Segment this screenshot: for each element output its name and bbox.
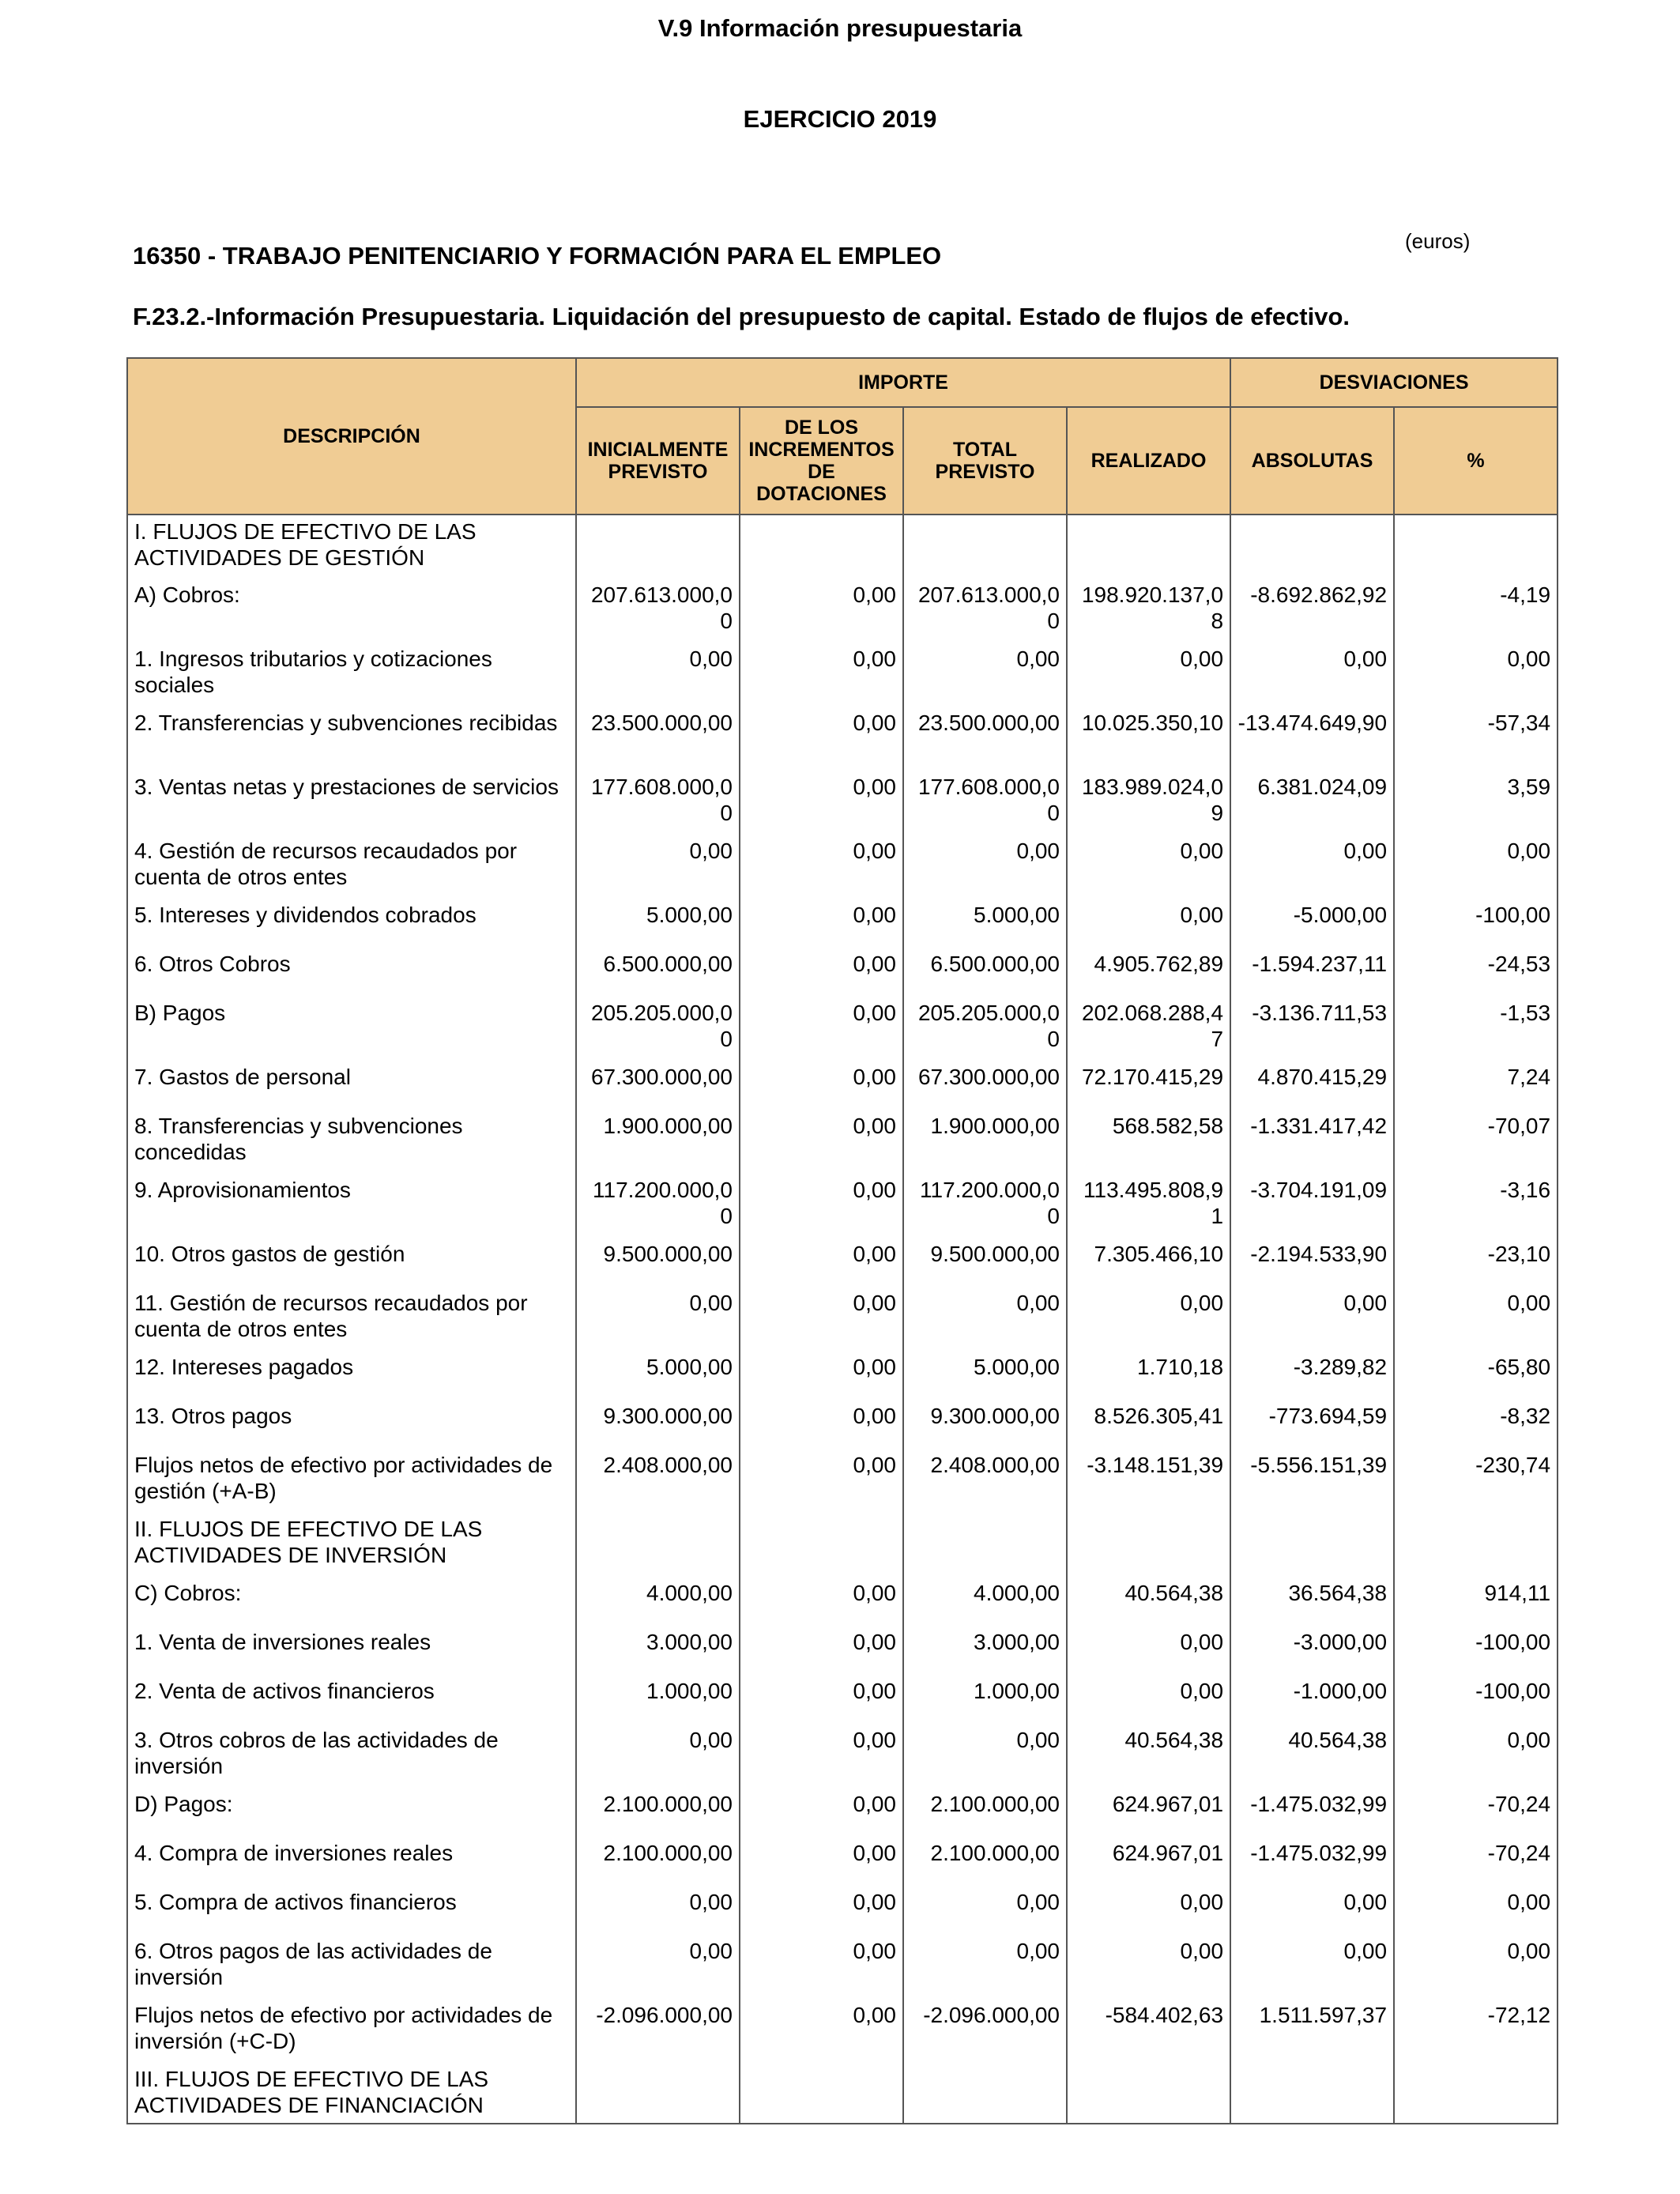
cell-rea: 10.025.350,10: [1067, 707, 1230, 771]
cell-ini: 0,00: [576, 1287, 740, 1351]
cell-ini: 1.900.000,00: [576, 1110, 740, 1174]
row-description: 13. Otros pagos: [127, 1400, 576, 1449]
cell-abs: -1.475.032,99: [1230, 1837, 1394, 1886]
cell-rea: 0,00: [1067, 1935, 1230, 1999]
row-description: Flujos netos de efectivo por actividades de gestión (+A-B): [127, 1449, 576, 1513]
cell-pct: -8,32: [1394, 1400, 1558, 1449]
row-description: 7. Gastos de personal: [127, 1061, 576, 1110]
row-description: 6. Otros Cobros: [127, 948, 576, 997]
cell-inc: 0,00: [740, 1174, 903, 1238]
cell-ini: 23.500.000,00: [576, 707, 740, 771]
table-row: [127, 1449, 1558, 1513]
row-description: II. FLUJOS DE EFECTIVO DE LAS ACTIVIDADES DE INVERSIÓN: [127, 1513, 576, 1577]
cell-rea: 4.905.762,89: [1067, 948, 1230, 997]
cell-pct: -65,80: [1394, 1351, 1558, 1400]
table-row: [127, 1837, 1558, 1886]
row-description: 6. Otros pagos de las actividades de inversión: [127, 1935, 576, 1999]
table-row: [127, 1061, 1558, 1110]
cell-pct: 0,00: [1394, 1886, 1558, 1935]
cell-abs: -5.000,00: [1230, 899, 1394, 948]
cell-pct: [1394, 515, 1558, 579]
col-header-inicialmente-previsto: INICIALMENTE PREVISTO: [576, 407, 740, 515]
row-description: 4. Compra de inversiones reales: [127, 1837, 576, 1886]
row-description: 4. Gestión de recursos recaudados por cuenta de otros entes: [127, 835, 576, 899]
cash-flow-table: [126, 357, 1558, 2124]
cell-abs: -1.475.032,99: [1230, 1788, 1394, 1837]
row-description: 3. Otros cobros de las actividades de inversión: [127, 1724, 576, 1788]
cell-tot: 205.205.000,00: [903, 997, 1067, 1061]
cell-inc: 0,00: [740, 643, 903, 707]
cell-ini: 0,00: [576, 1724, 740, 1788]
cell-pct: -70,07: [1394, 1110, 1558, 1174]
cell-tot: 0,00: [903, 1724, 1067, 1788]
cell-pct: -23,10: [1394, 1238, 1558, 1287]
cell-abs: -3.136.711,53: [1230, 997, 1394, 1061]
cell-pct: 0,00: [1394, 1724, 1558, 1788]
table-row: [127, 1999, 1558, 2063]
table-row: [127, 1400, 1558, 1449]
table-row: [127, 579, 1558, 643]
cell-inc: 0,00: [740, 948, 903, 997]
row-description: 11. Gestión de recursos recaudados por cuenta de otros entes: [127, 1287, 576, 1351]
cell-rea: 0,00: [1067, 1626, 1230, 1675]
cell-rea: 72.170.415,29: [1067, 1061, 1230, 1110]
table-row: [127, 1626, 1558, 1675]
cell-rea: 40.564,38: [1067, 1577, 1230, 1626]
table-row: [127, 1174, 1558, 1238]
cell-rea: 568.582,58: [1067, 1110, 1230, 1174]
cell-tot: 5.000,00: [903, 899, 1067, 948]
cell-inc: 0,00: [740, 1837, 903, 1886]
cell-ini: 2.408.000,00: [576, 1449, 740, 1513]
cell-rea: 8.526.305,41: [1067, 1400, 1230, 1449]
section-title: V.9 Información presupuestaria: [657, 14, 1023, 42]
cell-abs: 4.870.415,29: [1230, 1061, 1394, 1110]
row-description: 2. Venta de activos financieros: [127, 1675, 576, 1724]
cell-pct: 0,00: [1394, 643, 1558, 707]
cell-tot: 67.300.000,00: [903, 1061, 1067, 1110]
group-header-importe: IMPORTE: [576, 358, 1230, 407]
cell-inc: 0,00: [740, 1886, 903, 1935]
cell-inc: [740, 1513, 903, 1577]
cell-rea: [1067, 1513, 1230, 1577]
table-row: [127, 997, 1558, 1061]
table-row: [127, 643, 1558, 707]
cell-tot: 9.300.000,00: [903, 1400, 1067, 1449]
cell-ini: [576, 1513, 740, 1577]
cell-tot: 9.500.000,00: [903, 1238, 1067, 1287]
cell-abs: [1230, 515, 1394, 579]
cell-inc: 0,00: [740, 1351, 903, 1400]
cell-abs: -3.704.191,09: [1230, 1174, 1394, 1238]
group-header-desviaciones: DESVIACIONES: [1230, 358, 1558, 407]
row-description: C) Cobros:: [127, 1577, 576, 1626]
cell-rea: -3.148.151,39: [1067, 1449, 1230, 1513]
cell-pct: -4,19: [1394, 579, 1558, 643]
cell-pct: 0,00: [1394, 1287, 1558, 1351]
cell-tot: 0,00: [903, 643, 1067, 707]
col-header-absolutas: ABSOLUTAS: [1230, 407, 1394, 515]
cell-rea: 1.710,18: [1067, 1351, 1230, 1400]
cell-rea: 40.564,38: [1067, 1724, 1230, 1788]
cell-tot: 23.500.000,00: [903, 707, 1067, 771]
cell-tot: 2.100.000,00: [903, 1788, 1067, 1837]
cell-tot: 1.000,00: [903, 1675, 1067, 1724]
cell-rea: 0,00: [1067, 1675, 1230, 1724]
table-row: [127, 1513, 1558, 1577]
cell-tot: [903, 1513, 1067, 1577]
cell-inc: 0,00: [740, 899, 903, 948]
cell-tot: 6.500.000,00: [903, 948, 1067, 997]
cell-ini: 67.300.000,00: [576, 1061, 740, 1110]
row-description: 3. Ventas netas y prestaciones de servicios: [127, 771, 576, 835]
cell-abs: -5.556.151,39: [1230, 1449, 1394, 1513]
table-row: [127, 1724, 1558, 1788]
cell-abs: -1.000,00: [1230, 1675, 1394, 1724]
cell-abs: 0,00: [1230, 643, 1394, 707]
cell-ini: 207.613.000,00: [576, 579, 740, 643]
cell-inc: 0,00: [740, 1999, 903, 2063]
cell-inc: 0,00: [740, 1935, 903, 1999]
cell-ini: 0,00: [576, 1935, 740, 1999]
cell-pct: 0,00: [1394, 835, 1558, 899]
cell-rea: 624.967,01: [1067, 1788, 1230, 1837]
table-row: [127, 1110, 1558, 1174]
col-header-total-previsto: TOTAL PREVISTO: [903, 407, 1067, 515]
cell-inc: 0,00: [740, 835, 903, 899]
table-row: [127, 1238, 1558, 1287]
cell-ini: 4.000,00: [576, 1577, 740, 1626]
cell-ini: 2.100.000,00: [576, 1837, 740, 1886]
cell-tot: 0,00: [903, 835, 1067, 899]
cell-rea: 113.495.808,91: [1067, 1174, 1230, 1238]
row-description: I. FLUJOS DE EFECTIVO DE LAS ACTIVIDADES DE GESTIÓN: [127, 515, 576, 579]
cell-ini: 5.000,00: [576, 1351, 740, 1400]
cell-abs: -773.694,59: [1230, 1400, 1394, 1449]
cell-pct: -1,53: [1394, 997, 1558, 1061]
col-header-realizado: REALIZADO: [1067, 407, 1230, 515]
cell-tot: 2.100.000,00: [903, 1837, 1067, 1886]
cell-inc: 0,00: [740, 1287, 903, 1351]
cell-pct: -230,74: [1394, 1449, 1558, 1513]
cell-abs: -8.692.862,92: [1230, 579, 1394, 643]
row-description: 9. Aprovisionamientos: [127, 1174, 576, 1238]
cell-rea: 0,00: [1067, 1886, 1230, 1935]
cell-rea: [1067, 515, 1230, 579]
cell-ini: 2.100.000,00: [576, 1788, 740, 1837]
cell-ini: 177.608.000,00: [576, 771, 740, 835]
row-description: 1. Ingresos tributarios y cotizaciones sociales: [127, 643, 576, 707]
col-header-incrementos: DE LOS INCREMENTOS DE DOTACIONES: [740, 407, 903, 515]
cell-ini: 0,00: [576, 1886, 740, 1935]
cell-abs: 36.564,38: [1230, 1577, 1394, 1626]
cell-abs: 0,00: [1230, 1886, 1394, 1935]
col-header-percent: %: [1394, 407, 1558, 515]
cell-inc: 0,00: [740, 771, 903, 835]
cell-ini: 117.200.000,00: [576, 1174, 740, 1238]
cell-tot: [903, 515, 1067, 579]
cell-inc: 0,00: [740, 1724, 903, 1788]
cell-pct: -100,00: [1394, 1626, 1558, 1675]
cell-inc: 0,00: [740, 1675, 903, 1724]
table-header: [127, 358, 1558, 515]
row-description: Flujos netos de efectivo por actividades de inversión (+C-D): [127, 1999, 576, 2063]
col-header-description: DESCRIPCIÓN: [127, 358, 576, 515]
report-subtitle: F.23.2.-Información Presupuestaria. Liquidación del presupuesto de capital. Estado de flujos de efectivo.: [133, 303, 1350, 330]
cell-rea: 202.068.288,47: [1067, 997, 1230, 1061]
cell-ini: 6.500.000,00: [576, 948, 740, 997]
row-description: 8. Transferencias y subvenciones concedidas: [127, 1110, 576, 1174]
cell-abs: [1230, 2063, 1394, 2124]
cell-tot: 0,00: [903, 1886, 1067, 1935]
table-row: [127, 1577, 1558, 1626]
cell-inc: 0,00: [740, 1061, 903, 1110]
cell-rea: 0,00: [1067, 899, 1230, 948]
table-body: [127, 515, 1558, 2124]
cell-abs: -3.000,00: [1230, 1626, 1394, 1675]
table-row: [127, 1351, 1558, 1400]
table-row: [127, 899, 1558, 948]
table-row: [127, 1886, 1558, 1935]
row-description: III. FLUJOS DE EFECTIVO DE LAS ACTIVIDADES DE FINANCIACIÓN: [127, 2063, 576, 2124]
cell-pct: 0,00: [1394, 1935, 1558, 1999]
row-description: B) Pagos: [127, 997, 576, 1061]
cell-abs: 0,00: [1230, 835, 1394, 899]
row-description: A) Cobros:: [127, 579, 576, 643]
cell-pct: -100,00: [1394, 1675, 1558, 1724]
row-description: 5. Intereses y dividendos cobrados: [127, 899, 576, 948]
cell-tot: 1.900.000,00: [903, 1110, 1067, 1174]
table-row: [127, 515, 1558, 579]
cell-pct: 7,24: [1394, 1061, 1558, 1110]
currency-unit: (euros): [1405, 229, 1471, 253]
table-row: [127, 2063, 1558, 2124]
cell-inc: 0,00: [740, 1626, 903, 1675]
cell-inc: 0,00: [740, 997, 903, 1061]
cell-tot: -2.096.000,00: [903, 1999, 1067, 2063]
cell-ini: 9.300.000,00: [576, 1400, 740, 1449]
row-description: 5. Compra de activos financieros: [127, 1886, 576, 1935]
cell-abs: -13.474.649,90: [1230, 707, 1394, 771]
cell-rea: 0,00: [1067, 643, 1230, 707]
row-description: 1. Venta de inversiones reales: [127, 1626, 576, 1675]
table-row: [127, 1675, 1558, 1724]
cell-inc: 0,00: [740, 1400, 903, 1449]
cell-ini: -2.096.000,00: [576, 1999, 740, 2063]
cell-tot: 3.000,00: [903, 1626, 1067, 1675]
cell-ini: 9.500.000,00: [576, 1238, 740, 1287]
cell-rea: 624.967,01: [1067, 1837, 1230, 1886]
cell-rea: 198.920.137,08: [1067, 579, 1230, 643]
cell-abs: 6.381.024,09: [1230, 771, 1394, 835]
cell-inc: 0,00: [740, 707, 903, 771]
cell-pct: 3,59: [1394, 771, 1558, 835]
cell-inc: 0,00: [740, 1110, 903, 1174]
cell-ini: [576, 2063, 740, 2124]
cell-pct: -70,24: [1394, 1837, 1558, 1886]
cell-abs: -3.289,82: [1230, 1351, 1394, 1400]
cell-abs: -2.194.533,90: [1230, 1238, 1394, 1287]
cell-abs: 0,00: [1230, 1287, 1394, 1351]
cell-rea: -584.402,63: [1067, 1999, 1230, 2063]
cell-tot: 177.608.000,00: [903, 771, 1067, 835]
cell-abs: 1.511.597,37: [1230, 1999, 1394, 2063]
cell-pct: -100,00: [1394, 899, 1558, 948]
cell-tot: 0,00: [903, 1287, 1067, 1351]
cell-pct: [1394, 2063, 1558, 2124]
cell-tot: 4.000,00: [903, 1577, 1067, 1626]
table-row: [127, 771, 1558, 835]
row-description: D) Pagos:: [127, 1788, 576, 1837]
cell-inc: 0,00: [740, 1238, 903, 1287]
cell-rea: 7.305.466,10: [1067, 1238, 1230, 1287]
cell-pct: -57,34: [1394, 707, 1558, 771]
row-description: 10. Otros gastos de gestión: [127, 1238, 576, 1287]
cell-abs: 40.564,38: [1230, 1724, 1394, 1788]
table-row: [127, 707, 1558, 771]
entity-title: 16350 - TRABAJO PENITENCIARIO Y FORMACIÓN PARA EL EMPLEO: [133, 242, 942, 270]
cell-ini: 1.000,00: [576, 1675, 740, 1724]
cell-pct: 914,11: [1394, 1577, 1558, 1626]
row-description: 12. Intereses pagados: [127, 1351, 576, 1400]
cell-abs: -1.331.417,42: [1230, 1110, 1394, 1174]
cell-tot: 5.000,00: [903, 1351, 1067, 1400]
cell-abs: 0,00: [1230, 1935, 1394, 1999]
cell-ini: 5.000,00: [576, 899, 740, 948]
table-row: [127, 1788, 1558, 1837]
table-row: [127, 1935, 1558, 1999]
cell-rea: 0,00: [1067, 835, 1230, 899]
cell-ini: 0,00: [576, 643, 740, 707]
cell-inc: [740, 2063, 903, 2124]
cell-abs: [1230, 1513, 1394, 1577]
cell-tot: [903, 2063, 1067, 2124]
cell-ini: 3.000,00: [576, 1626, 740, 1675]
cell-tot: 207.613.000,00: [903, 579, 1067, 643]
cell-ini: 205.205.000,00: [576, 997, 740, 1061]
table-row: [127, 1287, 1558, 1351]
cell-inc: 0,00: [740, 579, 903, 643]
cell-inc: 0,00: [740, 1788, 903, 1837]
cell-rea: 0,00: [1067, 1287, 1230, 1351]
table-row: [127, 835, 1558, 899]
table-row: [127, 948, 1558, 997]
cell-inc: 0,00: [740, 1449, 903, 1513]
cell-tot: 2.408.000,00: [903, 1449, 1067, 1513]
cell-abs: -1.594.237,11: [1230, 948, 1394, 997]
cell-pct: [1394, 1513, 1558, 1577]
cell-pct: -70,24: [1394, 1788, 1558, 1837]
cell-tot: 0,00: [903, 1935, 1067, 1999]
cell-rea: [1067, 2063, 1230, 2124]
row-description: 2. Transferencias y subvenciones recibidas: [127, 707, 576, 771]
cell-inc: 0,00: [740, 1577, 903, 1626]
cell-rea: 183.989.024,09: [1067, 771, 1230, 835]
cell-pct: -24,53: [1394, 948, 1558, 997]
cell-inc: [740, 515, 903, 579]
cell-tot: 117.200.000,00: [903, 1174, 1067, 1238]
cell-pct: -3,16: [1394, 1174, 1558, 1238]
cell-ini: [576, 515, 740, 579]
exercise-title: EJERCICIO 2019: [743, 105, 937, 133]
cell-pct: -72,12: [1394, 1999, 1558, 2063]
cell-ini: 0,00: [576, 835, 740, 899]
